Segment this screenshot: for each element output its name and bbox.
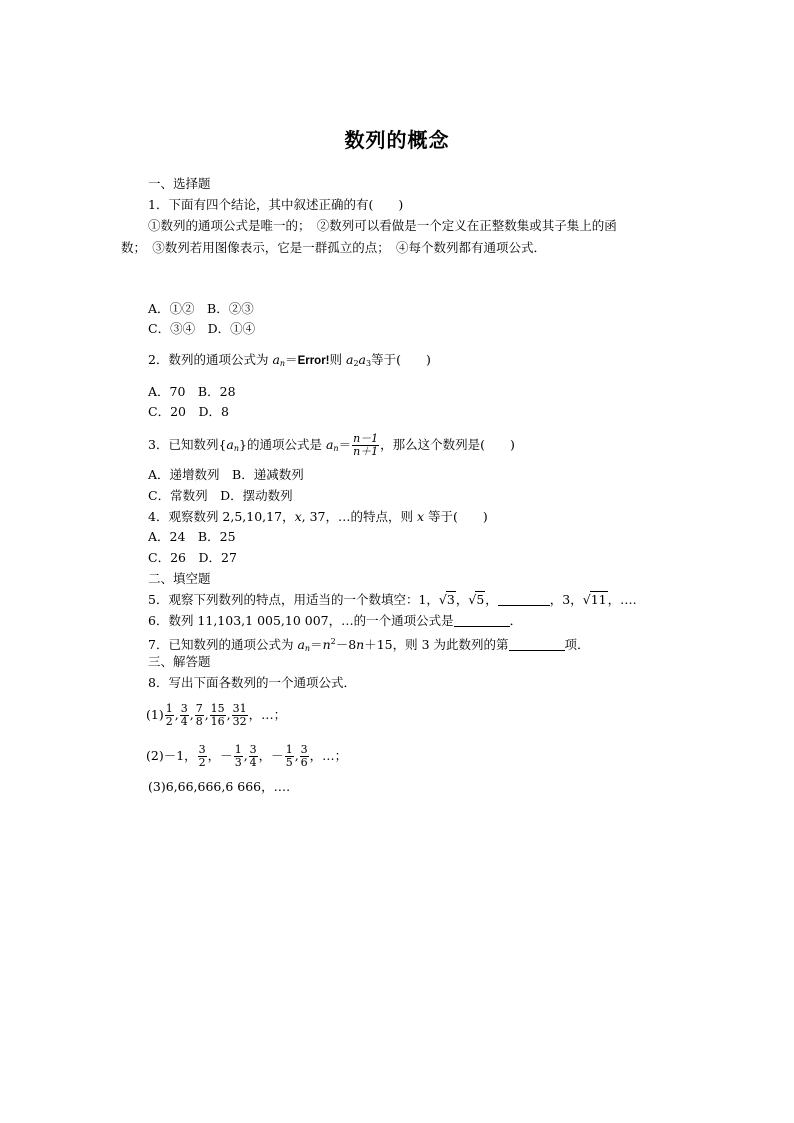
q2-pre: 2．数列的通项公式为 (148, 352, 273, 367)
q8-p1-label: (1) (146, 707, 164, 722)
q3-sub-n: n (233, 444, 240, 453)
q3-stem (148, 430, 515, 464)
section-heading-fill: 二、填空题 (148, 571, 211, 586)
q8-p2-label: (2)－1， (146, 748, 197, 763)
q2-error-text: Error! (297, 355, 330, 367)
q4-stem (148, 509, 488, 525)
q7-n1: n (322, 637, 331, 652)
q4-post: 等于( ) (424, 509, 488, 524)
q7-stem (148, 634, 590, 657)
q4-options-ab: A．24 B．25 (148, 529, 236, 544)
q6-answer-blank (454, 614, 510, 627)
q8-p1-frac-3: $\frac{7}{8}$ (195, 702, 203, 728)
q2-a2: a (346, 352, 354, 367)
q7-sub-n: n (304, 644, 311, 653)
q2-options-ab: A．70 B．28 (148, 384, 236, 399)
q2-sub3: 3 (366, 359, 372, 368)
q3-sub-n2: n (333, 444, 339, 453)
q5-comma: ， (455, 592, 469, 607)
q2-stem (148, 352, 431, 372)
q5-post2: ，…. (607, 592, 637, 607)
q3-post: ，那么这个数列是( ) (380, 437, 515, 452)
q7-sup2: 2 (330, 637, 336, 646)
q7-n2: n (356, 637, 365, 652)
q4-pre: 4．观察数列 2,5,10,17， (148, 509, 295, 524)
q6-text: 6．数列 11,103,1 005,10 007，…的一个通项公式是 (148, 613, 454, 628)
q8-p2-frac-5: $\frac{3}{6}$ (300, 743, 308, 769)
sqrt3: √3 (438, 592, 455, 607)
q1-stem: 1．下面有四个结论，其中叙述正确的有( ) (148, 197, 404, 212)
q8-p1-frac-4: $\frac{15}{16}$ (210, 702, 225, 728)
q8-stem: 8．写出下面各数列的一个通项公式． (148, 675, 356, 690)
q4-mid: , 37，…的特点，则 (301, 509, 417, 524)
q2-sub2: 2 (353, 359, 359, 368)
q3-options-cd: C．常数列 D．摆动数列 (148, 488, 293, 503)
q8-p2-frac-1: $\frac{3}{2}$ (198, 743, 206, 769)
q5-answer-blank (498, 593, 550, 606)
q1-statement-line2: 数； ③数列若用图像表示，它是一群孤立的点； ④每个数列都有通项公式． (121, 240, 547, 255)
q7-post: 项． (564, 637, 590, 652)
q7-mid2: ＋15，则 3 为此数列的第 (364, 637, 509, 652)
q7-var-a: a (297, 637, 305, 652)
q3-var-a: a (226, 437, 234, 452)
q5-stem: 5．观察下列数列的特点，用适当的一个数填空：1，√3，√5， ，3，√11，…. (148, 592, 637, 607)
q3-pre: 3．已知数列{ (148, 437, 227, 452)
q7-answer-blank (509, 638, 565, 651)
q2-a3: a (358, 352, 366, 367)
q8-p1-tail: ，…； (248, 707, 287, 722)
q1-options-ab: A．①② B．②③ (148, 301, 254, 316)
q2-options-cd: C．20 D．8 (148, 404, 229, 419)
q5-pre: 5．观察下列数列的特点，用适当的一个数填空：1， (148, 592, 439, 607)
q8-p2-tail: ，…； (309, 748, 348, 763)
section-heading-choice: 一、选择题 (148, 176, 211, 191)
q1-statement-line1: ①数列的通项公式是唯一的； ②数列可以看做是一个定义在正整数集或其子集上的函 (148, 218, 617, 233)
q3-numerator: n－1 (353, 432, 379, 445)
q8-p1-frac-2: $\frac{3}{4}$ (180, 702, 188, 728)
section-heading-solve: 三、解答题 (148, 654, 211, 669)
q2-eq: ＝ (285, 352, 298, 367)
q7-pre: 7．已知数列的通项公式为 (148, 637, 298, 652)
sqrt5: √5 (468, 592, 485, 607)
q2-post: 等于( ) (371, 352, 431, 367)
q1-options-cd: C．③④ D．①④ (148, 321, 256, 336)
q8-part2: (2)－1， $\frac{3}{2}$ ，－ $\frac{1}{3}$ , $\frac{3}{4}$ ，－ $\frac{1}{5}$ , $\frac{3}{6}$ ，…； (146, 743, 348, 769)
q3-fraction (352, 433, 379, 458)
q8-p2-sep1: ，－ (207, 748, 233, 763)
q8-p2-sep2: ，－ (258, 748, 284, 763)
q8-part1: (1) $\frac{1}{2}$ , $\frac{3}{4}$ , $\frac{7}{8}$ , $\frac{15}{16}$ , $\frac{31}{32}$ ，…； (146, 702, 287, 728)
page-title: 数列的概念 (344, 128, 450, 152)
q7-eq: ＝ (310, 637, 323, 652)
q7-mid: －8 (335, 637, 357, 652)
q8-p2-frac-4: $\frac{1}{5}$ (285, 743, 293, 769)
q3-var-a2: a (325, 437, 334, 452)
q3-denominator: n＋1 (353, 445, 379, 458)
q5-post1: ，3， (549, 592, 583, 607)
q3-mid: }的通项公式是 (239, 437, 326, 452)
q2-var-a: a (272, 352, 280, 367)
q2-mid: 则 (329, 352, 346, 367)
q4-var-x: x (294, 509, 302, 524)
q4-options-cd: C．26 D．27 (148, 550, 237, 565)
q3-options-ab: A．递增数列 B．递减数列 (148, 467, 304, 482)
q6-stem (148, 613, 522, 629)
q8-p2-frac-3: $\frac{3}{4}$ (249, 743, 257, 769)
q2-sub-n: n (279, 359, 286, 368)
q6-post: ． (509, 613, 523, 628)
q3-eq: ＝ (338, 437, 352, 452)
q8-part3: (3)6,66,666,6 666，…. (148, 779, 291, 794)
q4-var-x2: x (416, 509, 425, 524)
q8-p1-frac-5: $\frac{31}{32}$ (232, 702, 247, 728)
q8-p2-frac-2: $\frac{1}{3}$ (234, 743, 242, 769)
q8-p1-frac-1: $\frac{1}{2}$ (165, 702, 173, 728)
sqrt11: √11 (582, 592, 607, 607)
